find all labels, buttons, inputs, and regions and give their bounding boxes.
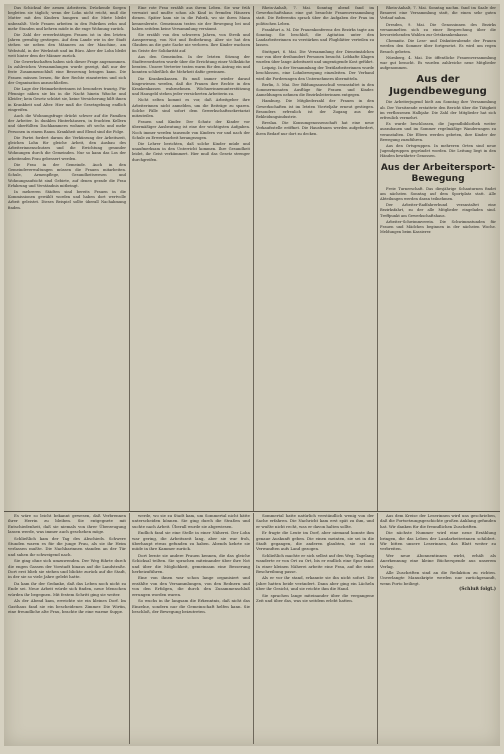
article-paragraph: Rhein-Anhalt, 7. Mai. Sonntag nachm. fand im Saale der Brauerei eine Versammlung statt, die einen sehr guten Verlauf nahm. bbox=[380, 6, 496, 21]
article-paragraph: Sie sprachen lange miteinander über die vergangene Zeit und über das, was sie seitdem erlebt hatten. bbox=[256, 592, 374, 604]
sport-section-text bbox=[380, 187, 496, 236]
feuilleton-column-2 bbox=[132, 513, 250, 744]
article-paragraph: Das Schicksal der armen Arbeiterin. Drückende Sorgen begleiten sie täglich; wenn der Lohn nicht reicht, muß die Mutter mit den Kindern hungern und die Miete bleibt unbezahlt. Viele Frauen arbeiten in den Fabriken zehn und mehr Stunden und kehren müde in die enge Wohnung zurück. bbox=[8, 6, 126, 31]
article-paragraph: Arbeiter-Schwimmverein. Die Schwimmstunden für Frauen und Mädchen beginnen in der nächsten Woche. Meldungen beim Kassierer. bbox=[380, 219, 496, 235]
article-paragraph: Nicht selten kommt es vor, daß Arbeitgeber ihre Arbeiterinnen nicht anmelden, um die Beiträge zu sparen. Solche Fälle sind sofort dem Gewerkschaftssekretariat mitzuteilen. bbox=[132, 98, 250, 119]
article-paragraph: Die Krankenkassen. Es muß immer wieder darauf hingewiesen werden, daß die Frauen ihre Rechte in den Krankenkassen wahrnehmen. Wöchnerinnenunterstützung und Hausgeld stehen jeder versicherten Arbeiterin zu. bbox=[132, 76, 250, 97]
article-paragraph: Endlich fand sie eine Stelle in einer Näherei. Der Lohn war gering, die Arbeitszeit lang, aber sie war froh, überhaupt etwas gefunden zu haben. Abends kehrte sie müde in ihre Kammer zurück. bbox=[132, 530, 250, 552]
article-paragraph: Die Lage der Heimarbeiterinnen ist besonders traurig. Für Pfennige nähen sie bis in die Nacht hinein Wäsche und Kleider; kein Gesetz schützt sie, keine Versicherung hilft ihnen in Krankheit und Alter. Hier muß die Gesetzgebung endlich eingreifen. bbox=[8, 87, 126, 112]
article-paragraph: Die Lehrer berichten, daß solche Kinder müde und unaufmerksam in den Unterricht kommen. Ihre Gesundheit leidet, ihr Geist verkümmert. Hier muß das Gesetz strenger durchgreifen. bbox=[132, 142, 250, 162]
article-paragraph: Rhein-Anhalt, 7. Mai. Sonntag abend fand im Gewerkschaftshaus eine gut besuchte Frauenversammlung statt. Die Referentin sprach über die Aufgaben der Frau im politischen Leben. bbox=[256, 6, 374, 26]
upper-columns bbox=[8, 6, 496, 511]
article-paragraph: Aus den Gemeinden. In der letzten Sitzung der Stadtverordneten wurde über die Errichtung einer Volksküche beraten. Unsere Vertreter traten warm für den Antrag ein und konnten schließlich die Mehrheit dafür gewinnen. bbox=[132, 54, 250, 75]
feuilleton-column-4-text bbox=[380, 513, 496, 586]
column-divider bbox=[253, 6, 254, 511]
article-paragraph: Aus den Ortsgruppen. In mehreren Orten sind neue Jugendgruppen gegründet worden. Die Leitung liegt in den Händen bewährter Genossen. bbox=[380, 144, 496, 159]
article-paragraph: Die nächste Nummer wird eine neue Erzählung bringen, die das Leben der Landarbeiterinnen schildert. Wir bitten unsere Leserinnen, das Blatt weiter zu verbreiten. bbox=[380, 530, 496, 552]
column-divider bbox=[253, 513, 254, 744]
column-2 bbox=[132, 6, 250, 511]
section-heading-sport: Aus der Arbeitersport-Bewegung bbox=[380, 162, 496, 184]
feuilleton-columns bbox=[8, 513, 496, 744]
article-paragraph: Breslau. Die Konsumgenossenschaft hat eine neue Verkaufsstelle eröffnet. Die Hausfrauen werden aufgefordert, ihren Bedarf nur dort zu decken. bbox=[256, 121, 374, 136]
article-paragraph: Stuttgart, 6. Mai. Die Versammlung der Dienstmädchen war von über dreihundert Personen besucht. Lebhafte Klagen wurden über lange Arbeitszeit und ungenügende Kost geführt. bbox=[256, 49, 374, 65]
article-paragraph: Schließlich kam der Tag des Abschieds. Schwere Stunden waren es für die junge Frau, als sie ihr Heim verlassen mußte. Die Nachbarinnen standen an der Tür und sahen ihr schweigend nach. bbox=[8, 535, 126, 557]
article-paragraph: In mehreren Städten sind bereits Frauen in die Kommissionen gewählt worden und haben dort wertvolle Arbeit geleistet. Dieses Beispiel sollte überall Nachahmung finden. bbox=[8, 189, 126, 210]
newspaper-page bbox=[4, 4, 500, 746]
article-paragraph: Da kam ihr der Gedanke, daß das Leben noch nicht zu Ende sei. Neue Arbeit würde sich finden, neue Menschen würden ihr begegnen. Mit festem Schritt ging sie weiter. bbox=[8, 580, 126, 597]
article-paragraph: Frauen und Kinder. Der Schutz der Kinder vor übermäßiger Ausbeutung ist eine der wichtigsten Aufgaben. Noch immer werden tausende von Kindern vor und nach der Schule zu Erwerbsarbeit herangezogen. bbox=[132, 120, 250, 140]
column-divider bbox=[129, 6, 130, 511]
article-paragraph: Es wäre so leicht bekannt gewesen, daß Verbrennen ihrer Herrin zu bleiben. Sie entgegnete mit Entschiedenheit, daß sie niemals von ihrer Überzeugung lassen werde, was immer auch geschehen möge. bbox=[8, 513, 126, 535]
feuilleton-column-3 bbox=[256, 513, 374, 744]
article-paragraph: Die Partei fordert darum die Verkürzung der Arbeitszeit, gleichen Lohn für gleiche Arbeit, den Ausbau des Arbeiterinnenschutzes und die Errichtung gesunder Wohnungen durch die Gemeinden. Nur so kann das Los der arbeitenden Frau gebessert werden. bbox=[8, 135, 126, 161]
article-paragraph: Leipzig. In der Versammlung der Textilarbeiterinnen wurde beschlossen, eine Lohnbewegung einzuleiten. Der Verband wird die Forderungen den Unternehmern übermitteln. bbox=[256, 66, 374, 81]
article-paragraph: Chemnitz. Die Lese- und Diskutierabende der Frauen werden den Sommer über fortgesetzt. Es wird um regen Besuch gebeten. bbox=[380, 39, 496, 54]
article-paragraph: Die Gewerkschaften haben sich dieser Frage angenommen. In zahlreichen Versammlungen wurde gezeigt, daß nur der feste Zusammenschluß eine Besserung bringen kann. Die Frauen müssen lernen, für ihre Rechte einzutreten und sich der Organisation anzuschließen. bbox=[8, 60, 126, 85]
article-paragraph: Sommertal hatte natürlich verständlich wenig von der Sache erfahren. Die Nachricht kam erst spät zu ihm, und er wußte nicht recht, was er davon halten sollte. bbox=[256, 513, 374, 529]
article-paragraph: Sie ging ohne sich umzuwenden. Der Weg führte durch die engen Gassen der Vorstadt hinaus auf die Landstraße. Dort erst blieb sie stehen und blickte zurück auf die Stadt, in der sie so viele Jahre gelebt hatte. bbox=[8, 558, 126, 580]
column-4-news bbox=[380, 6, 496, 71]
article-paragraph: Frankfurt a. M. Die Frauenkonferenz des Bezirks tagte am Sonntag. Sie beschloß, die Agitation unter den Landarbeiterinnen zu verstärken und Flugblätter verteilen zu lassen. bbox=[256, 27, 374, 48]
column-divider bbox=[377, 6, 378, 511]
article-paragraph: Eine von ihnen war schon lange organisiert und erzählte von den Versammlungen, von den Rednern und von den Erfolgen, die durch den Zusammenschluß errungen worden waren. bbox=[132, 575, 250, 597]
article-paragraph: Auch die Wohnungsfrage drückt schwer auf die Familien der Arbeiter. In dunklen Hinterhäusern, in feuchten Kellern und überfüllten Dachkammern wohnen oft sechs und mehr Personen in einem Raum. Krankheit und Elend sind die Folge. bbox=[8, 114, 126, 134]
horizontal-divider bbox=[4, 511, 500, 512]
article-paragraph: Die Zahl der erwerbstätigen Frauen ist in den letzten Jahren gewaltig gestiegen. Auf dem Lande wie in der Stadt stehen sie neben den Männern an der Maschine, am Webstuhl, in der Werkstatt und im Büro. Aber der Lohn bleibt weit hinter dem der Männer zurück. bbox=[8, 33, 126, 58]
article-paragraph: Hamburg. Die Mitgliederzahl der Frauen in den Gewerkschaften ist im letzten Vierteljahr erneut gestiegen. Besonders erfreulich ist der Zugang aus der Bekleidungsindustrie. bbox=[256, 99, 374, 120]
article-paragraph: Schließlich machte er sich selbst auf den Weg. Tagelang wanderte er von Ort zu Ort, bis er endlich eine Spur fand. In einer kleinen Näherei arbeite eine Frau, auf die seine Beschreibung passe. bbox=[256, 552, 374, 575]
article-paragraph: Er fragte die Leute im Dorf, aber niemand konnte ihm genaue Auskunft geben. Die einen meinten, sie sei in die Stadt gegangen, die anderen glaubten, sie sei zu Verwandten aufs Land gezogen. bbox=[256, 530, 374, 552]
article-paragraph: Nürnberg, 4. Mai. Die öffentliche Frauenversammlung war gut besucht. Es wurden zahlreiche neue Mitglieder aufgenommen. bbox=[380, 55, 496, 71]
article-paragraph: Sie erzählt von den schweren Jahren, von Streik und Aussperrung, von Not und Entbehrung. Aber sie hat den Glauben an die gute Sache nie verloren. Ihre Kinder wachsen im Geiste der Solidarität auf. bbox=[132, 33, 250, 53]
youth-section-text bbox=[380, 100, 496, 159]
article-paragraph: Freie Turnerschaft. Das diesjährige Schauturnen findet am nächsten Sonntag auf dem Sportplatz statt. Alle Abteilungen werden daran teilnehmen. bbox=[380, 186, 496, 202]
column-3 bbox=[256, 6, 374, 511]
column-divider bbox=[377, 513, 378, 744]
article-paragraph: So wuchs in ihr langsam die Erkenntnis, daß nicht das Einzelne, sondern nur die Gemeinschaft helfen kann. Sie beschloß, der Bewegung beizutreten. bbox=[132, 598, 250, 614]
feuilleton-column-4 bbox=[380, 513, 496, 744]
article-paragraph: werde, wo sie zu Stadt kam, um Sommertal nicht hätte unterscheiden können. Sie ging durch die Straßen und suchte nach Arbeit. Überall wurde sie abgewiesen. bbox=[132, 513, 250, 529]
article-paragraph: Der Arbeiter-Radfahrerbund veranstaltet eine Bezirksfahrt, zu der alle Mitglieder eingeladen sind. Treffpunkt am Gewerkschaftshaus. bbox=[380, 203, 496, 218]
article-paragraph: Es wurde beschlossen, die Jugendbibliothek weiter auszubauen und im Sommer regelmäßige Wanderungen zu veranstalten. Die Eltern werden gebeten, ihre Kinder der Bewegung zuzuführen. bbox=[380, 122, 496, 142]
article-paragraph: Alle Zuschriften sind an die Redaktion zu richten. Unverlangte Manuskripte werden nur zurückgesandt, wenn Porto beiliegt. bbox=[380, 570, 496, 586]
article-paragraph: Aus dem Kreise der Leserinnen wird uns geschrieben, daß die Fortsetzungsgeschichte großen Anklang gefunden hat. Wir danken für die freundlichen Zuschriften. bbox=[380, 513, 496, 529]
article-paragraph: Dresden, 9. Mai. Die Genossinnen des Bezirks versammelten sich zu einer Besprechung über die bevorstehenden Wahlen zur Ortskrankenkasse. bbox=[380, 22, 496, 38]
column-4 bbox=[380, 6, 496, 511]
article-paragraph: Als der Abend kam, erreichte sie ein kleines Dorf. Im Gasthaus fand sie ein bescheidenes Zimmer. Die Wirtin, eine freundliche alte Frau, brachte ihr eine warme Suppe. bbox=[8, 598, 126, 614]
article-paragraph: Die Arbeiterjugend hielt am Sonntag ihre Versammlung ab. Der Vorsitzende erstattete den Bericht über die Tätigkeit im verflossenen Halbjahr. Die Zahl der Mitglieder hat sich erfreulich vermehrt. bbox=[380, 100, 496, 121]
to-be-continued: (Schluß folgt.) bbox=[459, 587, 496, 593]
article-paragraph: Eine rote Frau erzählt aus ihrem Leben. Sie war früh verwaist und mußte schon als Kind in fremden Häusern dienen. Später kam sie in die Fabrik, wo sie ihren Mann kennenlernte. Gemeinsam traten sie der Bewegung bei und haben seitdem keine Versammlung versäumt. bbox=[132, 6, 250, 31]
article-paragraph: Wer neue Abonnentinnen wirbt, erhält als Anerkennung eine kleine Bücherspende aus unserem Verlag. bbox=[380, 552, 496, 569]
column-divider bbox=[129, 513, 130, 744]
article-paragraph: Als er vor ihr stand, erkannte sie ihn nicht sofort. Die Jahre hatten beide verändert. Dann aber ging ein Lächeln über ihr Gesicht, und sie reichte ihm die Hand. bbox=[256, 575, 374, 592]
section-heading-youth: Aus der Jugendbewegung bbox=[389, 74, 487, 98]
article-paragraph: Die Frau in der Gemeinde. Auch in den Gemeindeverwaltungen müssen die Frauen mitarbeiten. Schule, Armenpflege, Gesundheitswesen und Wohnungsaufsicht sind Gebiete, auf denen gerade die Frau Erfahrung und Verständnis mitbringt. bbox=[8, 162, 126, 188]
article-paragraph: Berlin, 5. Mai. Der Bildungsausschuß veranstaltet in den Sommermonaten Ausflüge für Frauen und Kinder. Anmeldungen nehmen die Bezirksleiterinnen entgegen. bbox=[256, 82, 374, 98]
feuilleton-column-1 bbox=[8, 513, 126, 744]
article-paragraph: Dort lernte sie andere Frauen kennen, die das gleiche Schicksal teilten. Sie sprachen miteinander über ihre Not und über die Möglichkeit, gemeinsam eine Besserung herbeizuführen. bbox=[132, 552, 250, 575]
column-1 bbox=[8, 6, 126, 511]
